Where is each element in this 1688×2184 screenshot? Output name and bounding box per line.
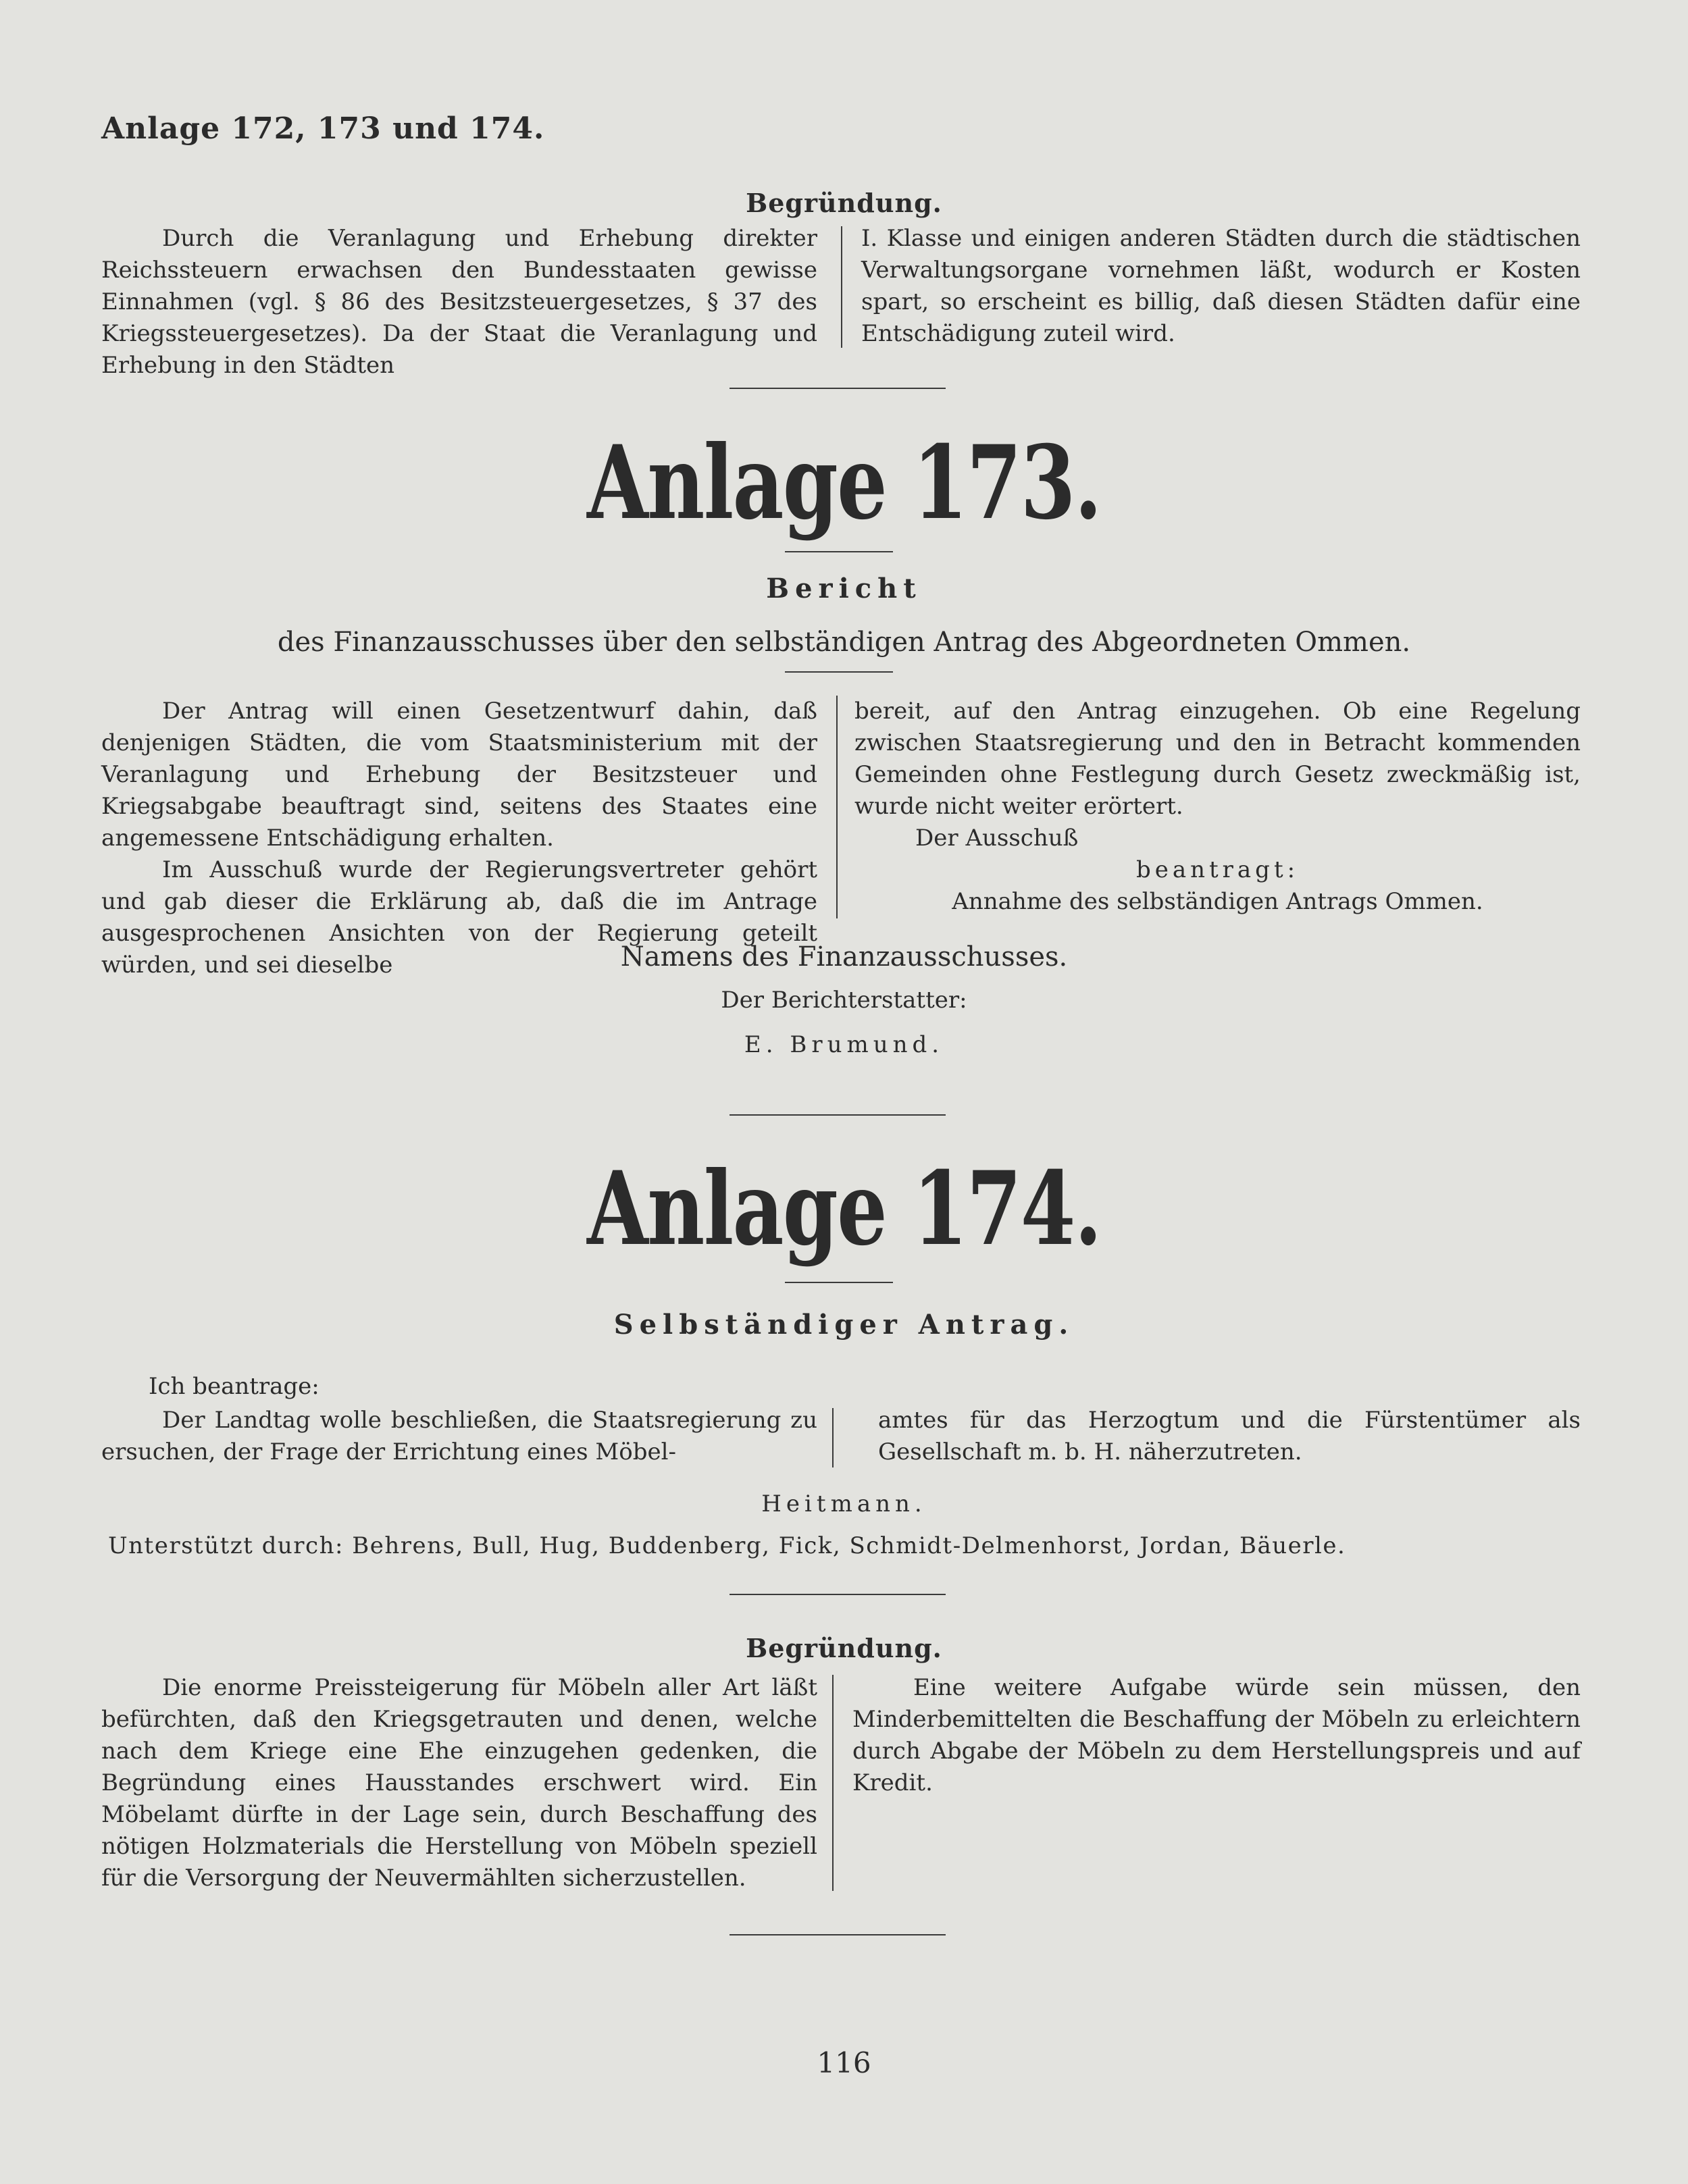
column-divider — [832, 1675, 834, 1891]
begruendung-heading-2: Begründung. — [746, 1633, 942, 1663]
bericht-right-column — [854, 696, 1581, 918]
begruendung-heading-1: Begründung. — [746, 188, 942, 218]
bericht-subheading: des Finanzausschusses über den selbständigen Antrag des Abgeordneten Ommen. — [277, 627, 1411, 658]
beantragt-label: beantragt: — [1135, 856, 1300, 883]
column-divider — [841, 226, 842, 348]
berichterstatter-name: E. Brumund. — [744, 1031, 944, 1058]
column-divider — [836, 696, 838, 918]
section-divider — [730, 1934, 946, 1935]
section-divider — [730, 1594, 946, 1595]
begruendung-2-right-column: Eine weitere Aufgabe würde sein müssen, den Minderbemittelten die Beschaffung der Möbeln zu erleichtern durch Abgabe der Möbeln zu dem Herstellungspreis und auf Kredit. — [852, 1674, 1581, 1796]
column-divider — [832, 1408, 834, 1467]
begruendung-1-left-column: Durch die Veranlagung und Erhebung direkter Reichssteuern erwachsen den Bundesstaaten gewisse Einnahmen (vgl. § 86 des Besitzsteuergesetzes, § 37 des Kriegssteuergesetzes). Da der Staat die Veranlagung und Erhebung in den Städten — [101, 225, 817, 379]
supporters-line: Unterstützt durch: Behrens, Bull, Hug, Buddenberg, Fick, Schmidt-Delmenhorst, Jordan, Bäuerle. — [108, 1532, 1346, 1559]
begruendung-2-left-column: Die enorme Preissteigerung für Möbeln aller Art läßt befürchten, daß den Kriegsgetrauten und denen, welche nach dem Kriege eine Ehe einzugehen gedenken, die Begründung eines Hausstandes erschwert wird. Ein Möbelamt dürfte in der Lage sein, durch Beschaffung des nötigen Holzmaterials die Herstellung von Möbeln speziell für die Versorgung der Neuvermählten sicherzustellen. — [101, 1674, 817, 1892]
page-number: 116 — [817, 2046, 871, 2079]
anlage-174-title: Anlage 174. — [587, 1149, 1101, 1268]
antrag-right-column: amtes für das Herzogtum und die Fürstentümer als Gesellschaft m. b. H. näherzutreten. — [878, 1407, 1581, 1465]
title-underline — [785, 1282, 893, 1283]
section-divider — [730, 1114, 946, 1116]
section-divider — [730, 388, 946, 389]
title-underline — [785, 551, 893, 552]
bericht-left-paragraph-2: Im Ausschuß wurde der Regierungsvertreter gehört und gab dieser die Erklärung ab, daß die im Antrage ausgesprochenen Ansichten von der Regierung geteilt würden, und sei dieselbe — [101, 856, 817, 979]
beantrage-intro: Ich beantrage: — [149, 1373, 319, 1400]
page-header: Anlage 172, 173 und 174. — [101, 111, 545, 146]
begruendung-1-right-column: I. Klasse und einigen anderen Städten durch die städtischen Verwaltungsorgane vornehmen läßt, wodurch er Kosten spart, so erscheint es billig, daß diesen Städten dafür eine Entschädigung zuteil wird. — [861, 225, 1581, 347]
bericht-left-column — [101, 696, 817, 981]
anlage-173-title: Anlage 173. — [587, 423, 1101, 542]
berichterstatter-label: Der Berichterstatter: — [721, 987, 967, 1014]
annahme-text: Annahme des selbständigen Antrags Ommen. — [952, 888, 1483, 915]
bericht-right-paragraph-1: bereit, auf den Antrag einzugehen. Ob eine Regelung zwischen Staatsregierung und den in Betracht kommenden Gemeinden ohne Festlegung durch Gesetz zweckmäßig ist, wurde nicht weiter erörtert. — [854, 698, 1581, 820]
bericht-heading: Bericht — [766, 573, 922, 604]
antrag-left-column: Der Landtag wolle beschließen, die Staatsregierung zu ersuchen, der Frage der Errichtung eines Möbel- — [101, 1407, 817, 1465]
ausschuss-label: Der Ausschuß — [915, 825, 1079, 852]
namens-line: Namens des Finanzausschusses. — [620, 941, 1068, 972]
selbstaendiger-antrag-heading: Selbständiger Antrag. — [613, 1309, 1075, 1341]
bericht-left-paragraph-1: Der Antrag will einen Gesetzentwurf dahin, daß denjenigen Städten, die vom Staatsministerium mit der Veranlagung und Erhebung der Besitzsteuer und Kriegsabgabe beauftragt sind, seitens des Staates eine angemessene Entschädigung erhalten. — [101, 698, 817, 852]
signer-name: Heitmann. — [761, 1490, 927, 1517]
subheading-underline — [785, 671, 893, 673]
